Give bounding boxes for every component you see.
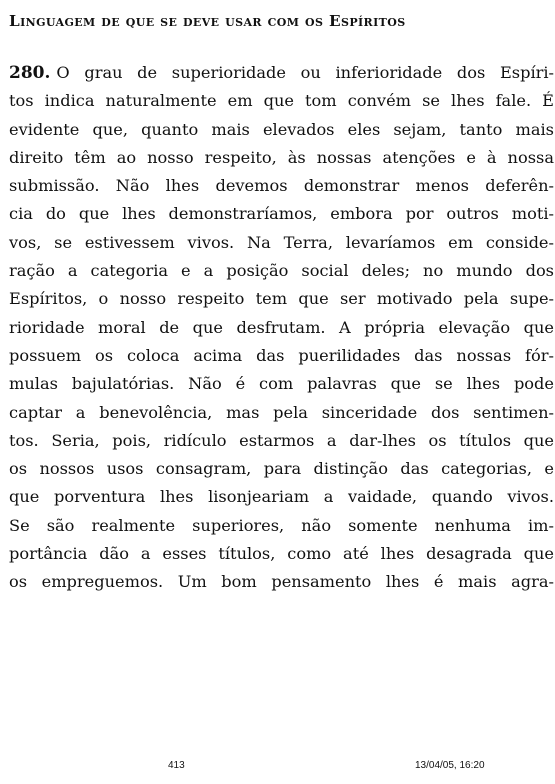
text-line: tos indica naturalmente em que tom convém se lhes fale. É xyxy=(9,91,554,111)
text-line: submissão. Não lhes devemos demonstrar menos deferên- xyxy=(9,176,554,196)
text-line: vos, se estivessem vivos. Na Terra, levaríamos em conside- xyxy=(9,232,554,252)
text-line: ração a categoria e a posição social deles; no mundo dos xyxy=(9,261,554,281)
section-heading: Linguagem de que se deve usar com os Espíritos xyxy=(9,12,406,30)
text-line: possuem os coloca acima das puerilidades das nossas fór- xyxy=(9,345,554,365)
text-line xyxy=(9,59,554,87)
text-line: portância dão a esses títulos, como até lhes desagrada que xyxy=(9,544,554,564)
text-line: Se são realmente superiores, não somente nenhuma im- xyxy=(9,515,554,535)
text-line: os empreguemos. Um bom pensamento lhes é mais agra- xyxy=(9,572,554,592)
text-line: direito têm ao nosso respeito, às nossas atenções e à nossa xyxy=(9,147,554,167)
text-line: os nossos usos consagram, para distinção das categorias, e xyxy=(9,459,554,479)
text-line: que porventura lhes lisonjeariam a vaidade, quando vivos. xyxy=(9,487,554,507)
text-line: rioridade moral de que desfrutam. A própria elevação que xyxy=(9,317,554,337)
text-line: cia do que lhes demonstraríamos, embora por outros moti- xyxy=(9,204,554,224)
paragraph-280 xyxy=(9,59,554,597)
print-timestamp: 13/04/05, 16:20 xyxy=(415,760,485,771)
text-line: captar a benevolência, mas pela sinceridade dos sentimen- xyxy=(9,402,554,422)
text-line: mulas bajulatórias. Não é com palavras que se lhes pode xyxy=(9,374,554,394)
page-number: 413 xyxy=(168,760,185,771)
text-line: evidente que, quanto mais elevados eles sejam, tanto mais xyxy=(9,119,554,139)
text-line: Espíritos, o nosso respeito tem que ser motivado pela supe- xyxy=(9,289,554,309)
text-line: tos. Seria, pois, ridículo estarmos a dar-lhes os títulos que xyxy=(9,430,554,450)
text-line-content: O grau de superioridade ou inferioridade dos Espíri- xyxy=(56,63,554,82)
paragraph-number: 280. xyxy=(9,63,51,83)
